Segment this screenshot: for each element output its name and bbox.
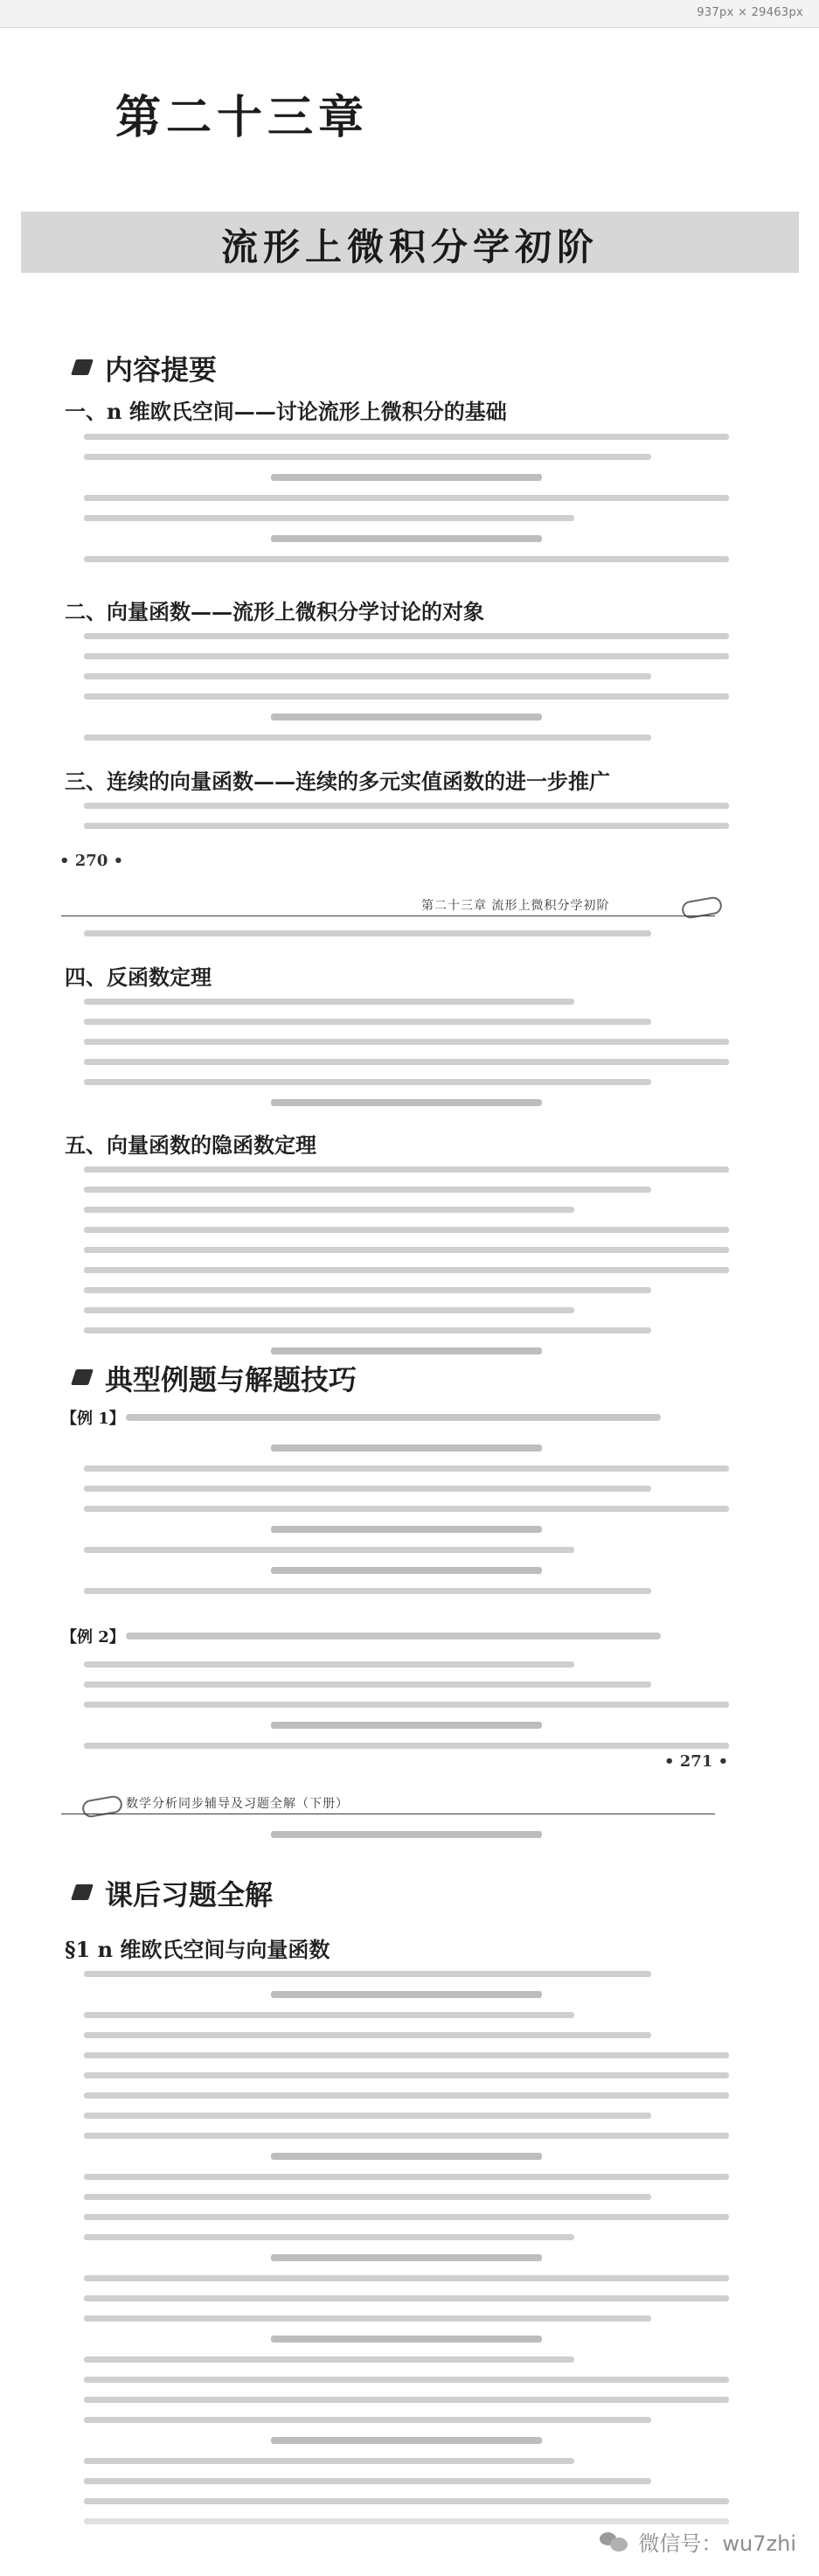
example-statement	[126, 1633, 661, 1640]
chapter-number: 第二十三章	[115, 91, 370, 144]
example-statement	[126, 1414, 661, 1421]
subsection-title: 五、向量函数的隐函数定理	[65, 1132, 316, 1158]
example-label: 【例 2】	[61, 1628, 125, 1647]
section-book-icon	[71, 359, 94, 375]
subsection-title: §1 n 维欧氏空间与向量函数	[65, 1937, 330, 1962]
subsection-title: 二、向量函数——流形上微积分学讨论的对象	[65, 599, 484, 624]
section-book-icon	[71, 1884, 94, 1900]
section-body-text	[84, 633, 729, 755]
example-body-text	[84, 1661, 729, 1763]
section-body-text	[84, 1166, 729, 1368]
section-body-text	[84, 803, 729, 843]
running-head: 第二十三章 流形上微积分学初阶	[421, 899, 610, 913]
chapter-title: 流形上微积分学初阶	[220, 226, 599, 268]
section-title: 典型例题与解题技巧	[105, 1363, 357, 1396]
exercise-body-text	[84, 1971, 729, 2538]
section-title: 课后习题全解	[105, 1878, 274, 1911]
wechat-icon	[600, 2531, 629, 2553]
section-body-text	[84, 1831, 729, 1852]
subsection-title: 一、n 维欧氏空间——讨论流形上微积分的基础	[65, 399, 507, 424]
subsection-title: 三、连续的向量函数——连续的多元实值函数的进一步推广	[65, 769, 610, 794]
section-body-text	[84, 930, 729, 950]
section-body-text	[84, 999, 729, 1120]
section-book-icon	[71, 1369, 94, 1385]
dimension-label: 937px × 29463px	[697, 6, 803, 19]
subsection-title: 四、反函数定理	[65, 964, 212, 990]
chapter-title-band	[21, 212, 799, 273]
section-body-text	[84, 434, 729, 576]
watermark-text: 微信号：wu7zhi	[638, 2531, 796, 2556]
wechat-watermark	[600, 2526, 796, 2557]
page-number: • 271 •	[664, 1752, 729, 1771]
example-label: 【例 1】	[61, 1410, 125, 1428]
header-ornament-icon	[81, 1794, 124, 1819]
viewer-top-bar	[0, 0, 819, 28]
running-head: 数学分析同步辅导及习题全解（下册）	[126, 1797, 349, 1811]
example-body-text	[84, 1445, 729, 1608]
page-number: • 270 •	[59, 852, 124, 870]
section-title: 内容提要	[105, 353, 218, 386]
